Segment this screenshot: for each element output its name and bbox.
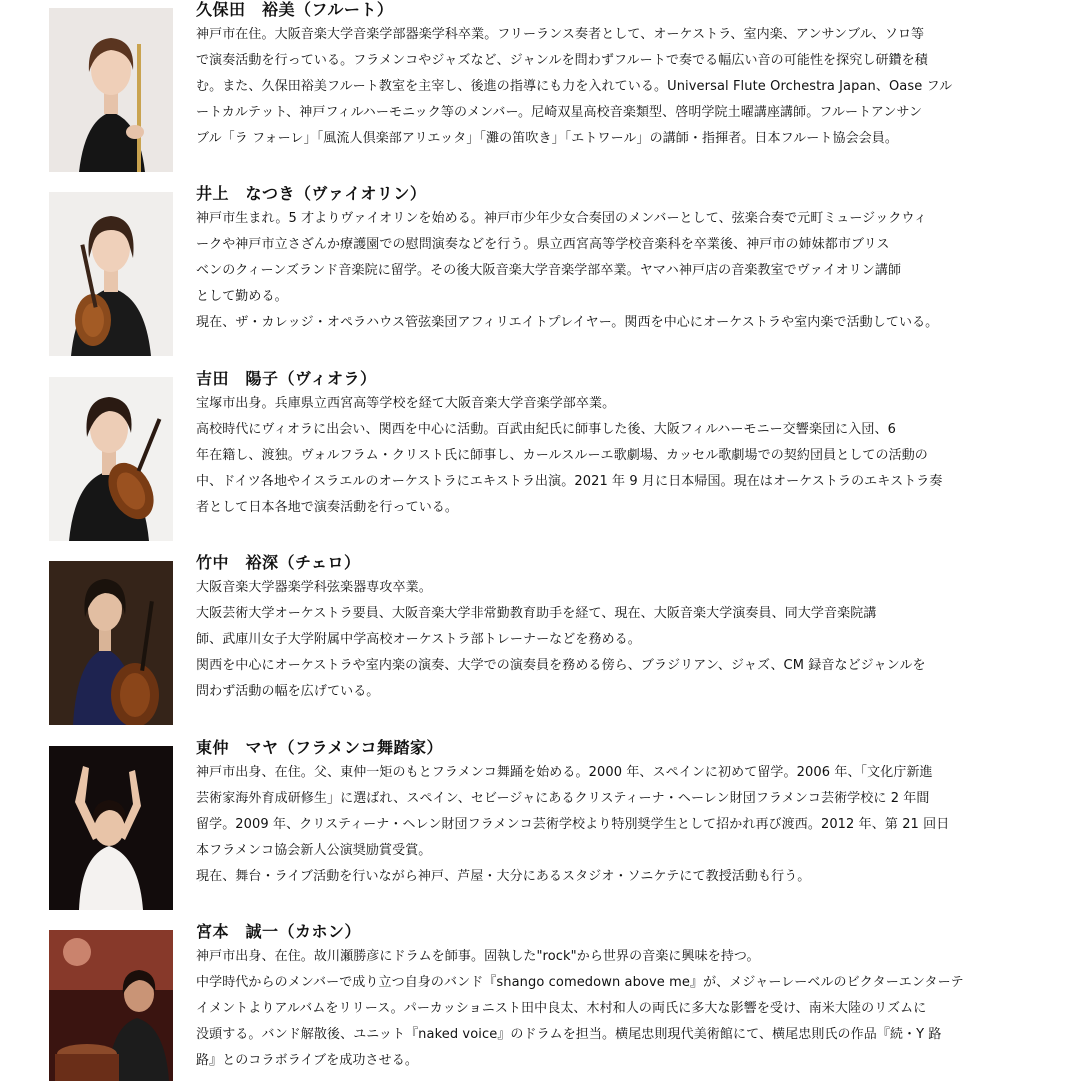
bio-line: む。また、久保田裕美フルート教室を主宰し、後進の指導にも力を入れている。Universal Flute Orchestra Japan、Oase フル — [196, 79, 953, 94]
bio-line: 中学時代からのメンバーで成り立つ自身のバンド『shango comedown above me』が、メジャーレーベルのビクターエンターテ — [196, 975, 964, 990]
violist-photo — [49, 377, 173, 541]
performer-name: 東仲 マヤ（フラメンコ舞踏家） — [196, 738, 444, 757]
bio-line: 師、武庫川女子大学附属中学高校オーケストラ部トレーナーなどを務める。 — [196, 632, 641, 647]
bio-line: 大阪芸術大学オーケストラ要員、大阪音楽大学非常勤教育助手を経て、現在、大阪音楽大学演奏員、同大学音楽院講 — [196, 606, 877, 621]
flamenco-dancer-photo — [49, 746, 173, 910]
bio-line: 神戸市出身、在住。父、東仲一矩のもとフラメンコ舞踊を始める。2000 年、スペインに初めて留学。2006 年、「文化庁新進 — [196, 765, 933, 780]
bio-line: 本フラメンコ協会新人公演奨励賞受賞。 — [196, 843, 432, 858]
bio-line: 神戸市生まれ。5 才よりヴァイオリンを始める。神戸市少年少女合奏団のメンバーとして、弦楽合奏で元町ミュージックウィ — [196, 211, 927, 226]
bio-line: 宝塚市出身。兵庫県立西宮高等学校を経て大阪音楽大学音楽学部卒業。 — [196, 396, 616, 411]
performer-name: 竹中 裕深（チェロ） — [196, 553, 361, 572]
bio-line: 神戸市在住。大阪音楽大学音楽学部器楽学科卒業。フリーランス奏者として、オーケストラ、室内楽、アンサンブル、ソロ等 — [196, 27, 925, 42]
bio-line: ブル「ラ フォーレ」「風流人倶楽部アリエッタ」「灘の笛吹き」「エトワール」の講師・指揮者。日本フルート協会会員。 — [196, 131, 898, 146]
bio-line: 高校時代にヴィオラに出会い、関西を中心に活動。百武由紀氏に師事した後、大阪フィルハーモニー交響楽団に入団、6 — [196, 422, 896, 437]
performer-name: 吉田 陽子（ヴィオラ） — [196, 369, 377, 388]
bio-line: ークや神戸市立さざんか療護園での慰問演奏などを行う。県立西宮高等学校音楽科を卒業後、神戸市の姉妹都市ブリス — [196, 237, 890, 252]
portrait-flutist-icon — [49, 8, 173, 172]
portrait-flamenco-dancer-icon — [49, 746, 173, 910]
portrait-violist-icon — [49, 377, 173, 541]
bio-line: で演奏活動を行っている。フラメンコやジャズなど、ジャンルを問わずフルートで奏でる幅広い音の可能性を探究し研鑽を積 — [196, 53, 928, 68]
bio-line: ートカルテット、神戸フィルハーモニック等のメンバー。尼崎双星高校音楽類型、啓明学院土曜講座講師。フルートアンサン — [196, 105, 923, 120]
performer-name: 宮本 誠一（カホン） — [196, 922, 362, 941]
portrait-cajon-player-icon — [49, 930, 173, 1081]
bio-line: として勤める。 — [196, 289, 288, 304]
bio-line: 年在籍し、渡独。ヴォルフラム・クリスト氏に師事し、カールスルーエ歌劇場、カッセル歌劇場での契約団員としての活動の — [196, 448, 928, 463]
bio-line: 芸術家海外育成研修生」に選ばれ、スペイン、セビージャにあるクリスティーナ・ヘーレン財団フラメンコ芸術学校に 2 年間 — [196, 791, 930, 806]
bio-line: 問わず活動の幅を広げている。 — [196, 684, 380, 699]
cellist-photo — [49, 561, 173, 725]
bio-line: 関西を中心にオーケストラや室内楽の演奏、大学での演奏員を務める傍ら、ブラジリアン、ジャズ、CM 録音などジャンルを — [196, 658, 926, 673]
cajon-player-photo — [49, 930, 173, 1081]
performer-name: 井上 なつき（ヴァイオリン） — [196, 184, 427, 203]
bio-line: 現在、ザ・カレッジ・オペラハウス管弦楽団アフィリエイトプレイヤー。関西を中心にオーケストラや室内楽で活動している。 — [196, 315, 939, 330]
bio-line: 神戸市出身、在住。故川瀬勝彦にドラムを師事。固執した"rock"から世界の音楽に興味を持つ。 — [196, 949, 760, 964]
bio-line: 没頭する。バンド解散後、ユニット『naked voice』のドラムを担当。横尾忠則現代美術館にて、横尾忠則氏の作品『続・Y 路 — [196, 1027, 942, 1042]
bio-line: 現在、舞台・ライブ活動を行いながら神戸、芦屋・大分にあるスタジオ・ソニケテにて教授活動も行う。 — [196, 869, 811, 884]
bio-line: 留学。2009 年、クリスティーナ・ヘレン財団フラメンコ芸術学校より特別奨学生として招かれ再び渡西。2012 年、第 21 回日 — [196, 817, 950, 832]
performer-name: 久保田 裕美（フルート） — [196, 0, 394, 19]
flutist-photo — [49, 8, 173, 172]
portrait-violinist-icon — [49, 192, 173, 356]
portrait-cellist-icon — [49, 561, 173, 725]
bio-line: イメントよりアルバムをリリース。パーカッショニスト田中良太、木村和人の両氏に多大な影響を受け、南米大陸のリズムに — [196, 1001, 927, 1016]
bio-line: 中、ドイツ各地やイスラエルのオーケストラにエキストラ出演。2021 年 9 月に日本帰国。現在はオーケストラのエキストラ奏 — [196, 474, 943, 489]
bio-line: ベンのクィーンズランド音楽院に留学。その後大阪音楽大学音楽学部卒業。ヤマハ神戸店の音楽教室でヴァイオリン講師 — [196, 263, 902, 278]
bio-line: 者として日本各地で演奏活動を行っている。 — [196, 500, 459, 515]
bio-line: 路』とのコラボライブを成功させる。 — [196, 1053, 418, 1068]
bio-line: 大阪音楽大学器楽学科弦楽器専攻卒業。 — [196, 580, 432, 595]
violinist-photo — [49, 192, 173, 356]
